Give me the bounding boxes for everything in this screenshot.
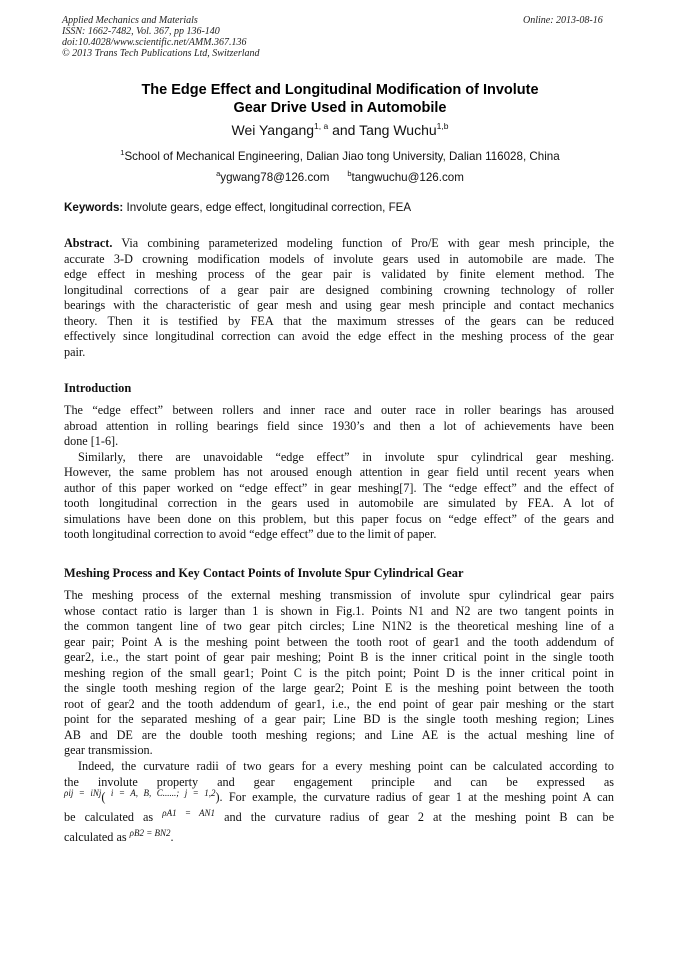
paper-title [64,81,616,117]
intro-line: abroad attention in rolling bearings field since 1930’s and then a lot of achievements have been [64,418,614,433]
email-a-marker: a [216,169,221,178]
curvature-formula-b2: ρB2 = BN2 [129,828,171,839]
introduction-body [64,403,614,543]
title-line-2: Gear Drive Used in Automobile [233,100,447,116]
meshing-line: point for the separated meshing of a gear pair; Line BD is the single tooth meshing region; Lines [64,712,614,727]
abstract-line: longitudinal corrections of a gear pair are designed combining crowning technology of roller [64,282,614,297]
intro-line: done [1-6]. [64,434,119,449]
meshing-line: whose contact ratio is larger than 1 is shown in Fig.1. Points N1 and N2 are two tangent points in [64,603,614,618]
intro-line: tooth longitudinal correction to avoid “edge effect” due to the limit of paper. [64,527,437,542]
author-1-affil: 1, a [314,121,329,131]
intro-line: author of this paper worked on “edge effect” in gear meshing[7]. The “edge effect” and the effect of [64,480,614,495]
meshing-line: Indeed, the curvature radii of two gears for a every meshing point can be calculated according to [78,759,614,774]
meshing-line: gear2, i.e., the start point of gear pair meshing; Point B is the inner critical point in the single tooth [64,650,614,665]
curvature-formula-a1: ρA1 = AN1 [162,808,216,819]
copyright-line: © 2013 Trans Tech Publications Ltd, Switzerland [62,48,260,59]
formula-line-3: calculated as $^{\rho B2 = BN2}$. [64,828,174,845]
abstract-line: Abstract. Via combining parameterized modeling function of Pro/E with gear mesh principle, the [64,236,614,250]
keywords-text: Involute gears, edge effect, longitudinal correction, FEA [123,201,412,214]
meshing-line: gear transmission. [64,743,153,758]
intro-line: tooth longitudinal correction in the gears used in automobile are simulated by FEA. A lot of [64,496,614,511]
formula-line-2: be calculated as $^{\rho A1 = AN1}$ and the curvature radius of gear 2 at the meshing point B can be [64,808,615,825]
journal-name: Applied Mechanics and Materials [62,15,198,26]
title-line-1: The Edge Effect and Longitudinal Modification of Involute [141,82,539,98]
meshing-line: the common tangent line of two gear pitch circles; Line N1N2 is the theoretical meshing line of a [64,619,614,634]
email-b[interactable]: tangwuchu@126.com [351,171,464,184]
formula-line-1: $^{\rho ij = iNj}$( $^{i = A, B, C......; j = 1,2}$). For example, the curvature radius of gear 1 at the meshing point A can [64,788,614,805]
journal-header [62,15,260,59]
abstract-line: pair. [64,344,86,359]
email-a[interactable]: ygwang78@126.com [220,171,330,184]
meshing-line: root of gear2 and the tooth addendum of gear1, i.e., the end point of gear pair meshing or the start [64,696,614,711]
keywords [64,201,411,215]
meshing-body [64,588,614,850]
index-condition: i = A, B, C......; j = 1,2 [105,788,216,799]
section-heading-introduction: Introduction [64,381,132,395]
intro-line: The “edge effect” between rollers and inner race and outer race in roller bearings has aroused [64,403,614,417]
author-2: Tang Wuchu [359,122,437,138]
affiliation-text: School of Mechanical Engineering, Dalian Jiao tong University, Dalian 116028, China [124,150,560,163]
meshing-line: AB and DE are the double tooth meshing regions; and Line AE is the actual meshing line of [64,727,614,742]
author-2-affil: 1,b [436,121,449,131]
online-date: Online: 2013-08-16 [523,15,603,26]
abstract [64,236,614,360]
meshing-line: gear pair; Point A is the meshing point between the tooth root of gear1 and the tooth addendum of [64,634,614,649]
intro-line: Similarly, there are unavoidable “edge effect” in involute spur cylindrical gear meshing. [78,449,614,464]
author-conjunction: and [328,122,360,138]
email-line [64,171,616,185]
affiliation [64,150,616,164]
section-heading-meshing: Meshing Process and Key Contact Points of Involute Spur Cylindrical Gear [64,566,464,580]
meshing-line: the involute property and gear engagement principle and can be expressed as [64,774,614,789]
meshing-line: meshing region of the small gear1; Point C is the pitch point; Point D is the inner critical point in [64,665,614,680]
author-line [64,121,616,139]
doi-line: doi:10.4028/www.scientific.net/AMM.367.136 [62,37,247,48]
meshing-line: The meshing process of the external meshing transmission of involute spur cylindrical gear pairs [64,588,614,602]
intro-line: simulations have been done on this problem, but this paper focus on “edge effect” of the gears and [64,511,614,526]
meshing-line: the single tooth meshing region of the large gear2; Point E is the meshing point between the tooth [64,681,614,696]
abstract-line: bearings with the characteristic of gear mesh and using gear mesh principle and contact mechanics [64,298,614,313]
abstract-line: theory. Then it is testified by FEA that the maximum stresses of the gears can be reduced [64,313,614,328]
issn-line: ISSN: 1662-7482, Vol. 367, pp 136-140 [62,26,220,37]
abstract-line: edge effect in meshing process of the gear pair is validated by finite element method. The [64,267,614,282]
abstract-line: effectively since longitudinal correction can avoid the edge effect in the meshing process of the gear [64,329,614,344]
affiliation-marker: 1 [120,148,125,157]
curvature-formula: ρij = iNj [64,788,102,799]
abstract-line: accurate 3-D crowning modification models of involute gears used in automobile are made. The [64,251,614,266]
keywords-label: Keywords: [64,201,124,214]
email-b-marker: b [347,169,352,178]
author-1: Wei Yangang [231,122,315,138]
intro-line: However, the same problem has not aroused enough attention in gear field until recent years when [64,465,614,480]
abstract-label: Abstract. [64,236,113,250]
